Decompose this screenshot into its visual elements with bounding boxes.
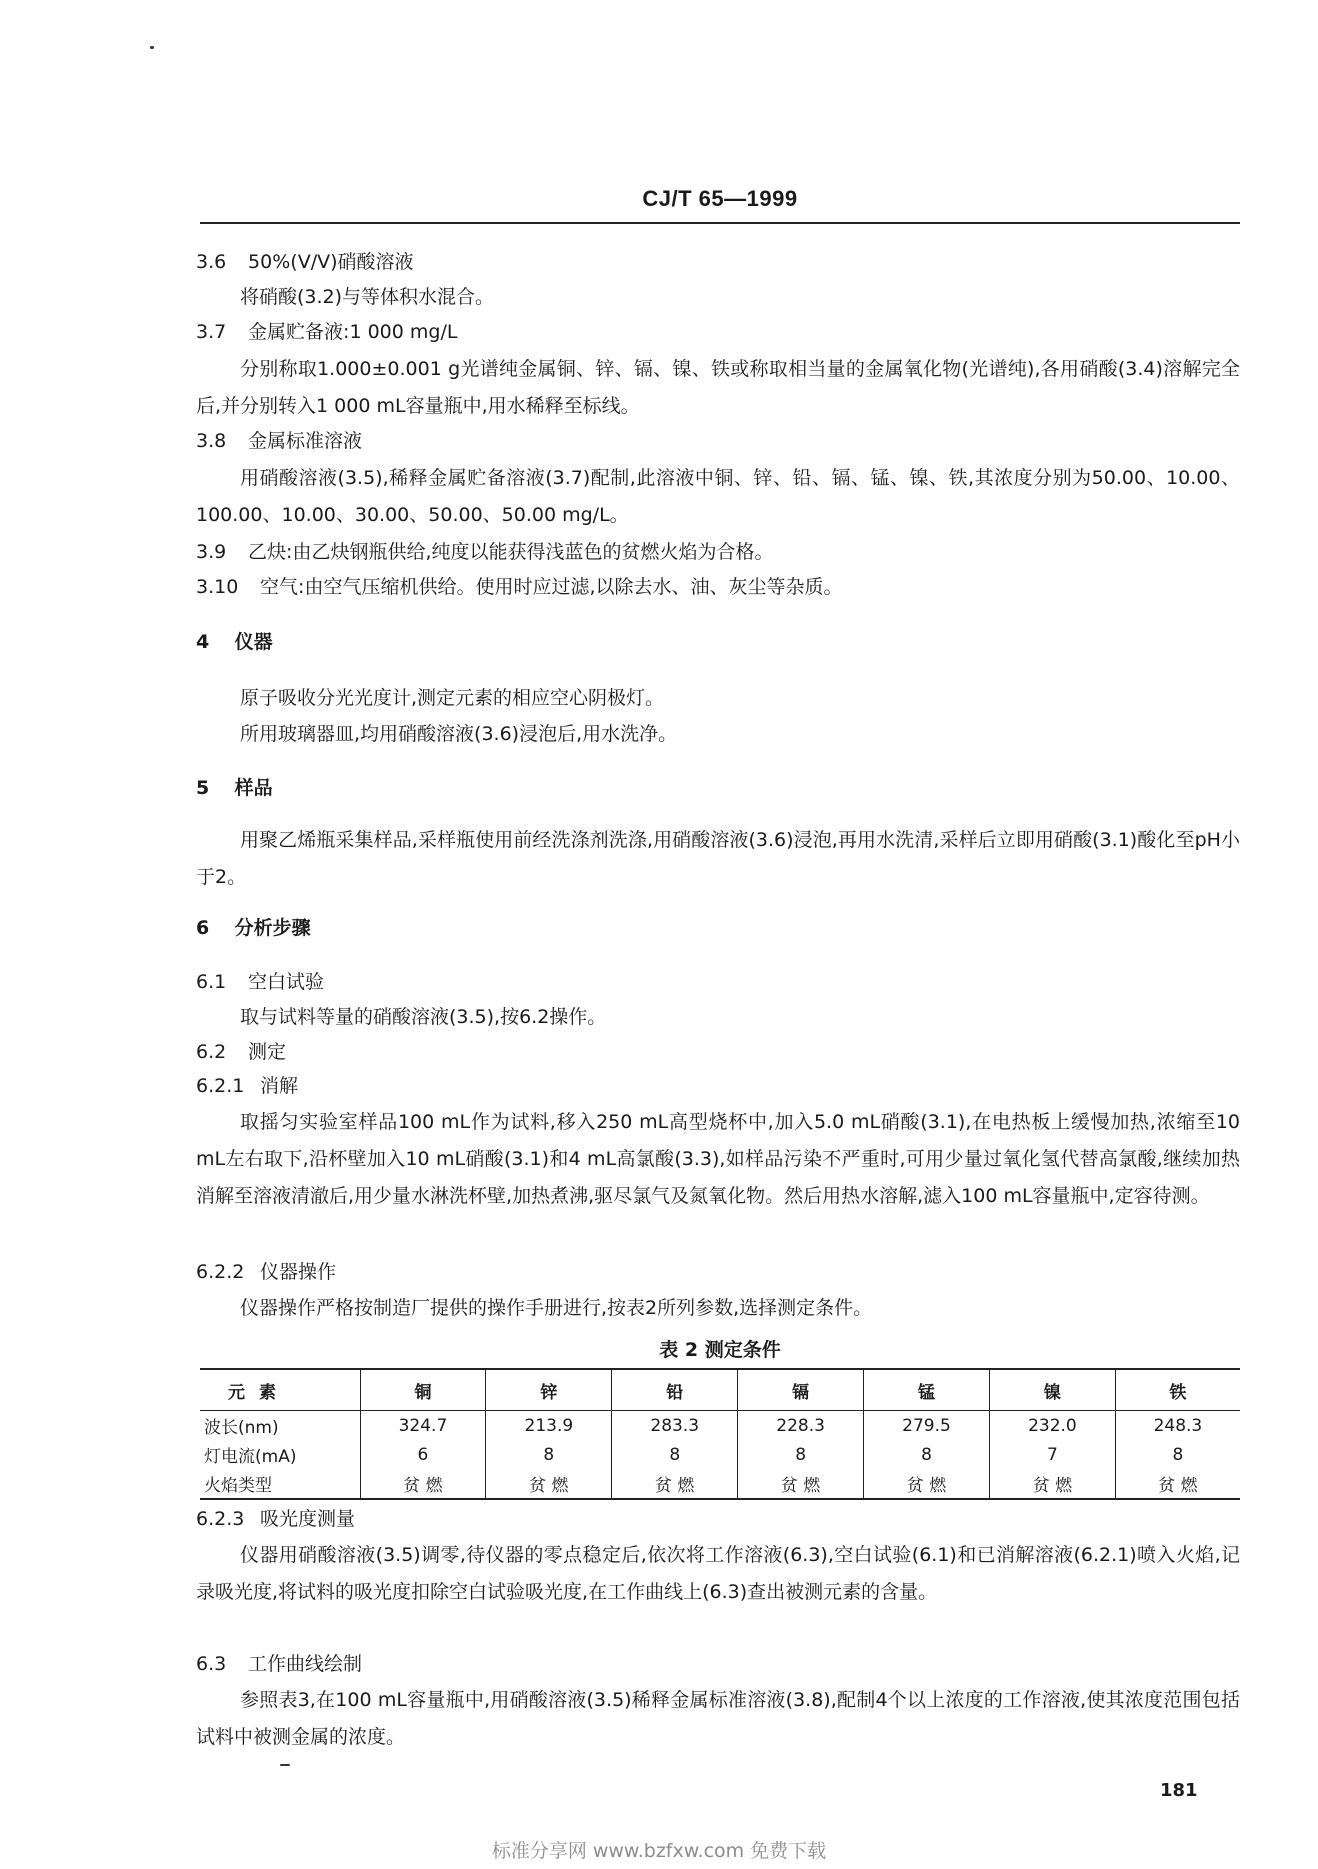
section-6-2-3-heading: [196, 1507, 355, 1531]
standard-code-header: CJ/T 65—1999: [642, 186, 798, 211]
section-title: 仪器: [234, 631, 273, 653]
section-4-paragraph-2: 所用玻璃器皿,均用硝酸溶液(3.6)浸泡后,用水洗净。: [240, 723, 678, 745]
table-header-cell: 镍: [989, 1369, 1115, 1411]
table-caption: 表 2 测定条件: [659, 1339, 781, 1361]
section-title: 金属贮备液:1 000 mg/L: [248, 321, 458, 343]
section-3-7-body: 分别称取1.000±0.001 g光谱纯金属铜、锌、镉、镍、铁或称取相当量的金属氧化物(光谱纯),各用硝酸(3.4)溶解完全后,并分别转入1 000 mL容量瓶中,用水稀释至标线。: [196, 358, 1240, 417]
table-cell: 8: [612, 1440, 738, 1469]
section-number: 6.2: [196, 1041, 227, 1063]
table-cell: 8: [486, 1440, 612, 1469]
section-6-1-body: 取与试料等量的硝酸溶液(3.5),按6.2操作。: [240, 1006, 607, 1028]
section-6-2-heading: [196, 1040, 286, 1064]
section-title: 消解: [260, 1075, 299, 1097]
section-title: 工作曲线绘制: [248, 1653, 363, 1675]
table-header-cell: 镉: [738, 1369, 864, 1411]
table-header-cell: 锌: [486, 1369, 612, 1411]
section-6-2-3-body: 仪器用硝酸溶液(3.5)调零,待仪器的零点稳定后,依次将工作溶液(6.3),空白试验(6.1)和已消解溶液(6.2.1)喷入火焰,记录吸光度,将试料的吸光度扣除空白试验吸光度,在工作曲线上(6.3)查出被测元素的含量。: [196, 1544, 1240, 1603]
section-4-paragraph-1: 原子吸收分光光度计,测定元素的相应空心阴极灯。: [240, 687, 665, 709]
section-6-2-1-body: 取摇匀实验室样品100 mL作为试料,移入250 mL高型烧杯中,加入5.0 mL硝酸(3.1),在电热板上缓慢加热,浓缩至10 mL左右取下,沿杯壁加入10 mL硝酸(3.1)和4 mL高氯酸(3.3),如样品污染不严重时,可用少量过氧化氢代替高氯酸,继续加热消解至溶液清澈后,用少量水淋洗杯壁,加热煮沸,驱尽氯气及氮氧化物。然后用热水溶解,滤入100 mL容量瓶中,定容待测。: [196, 1111, 1240, 1207]
table-row: [200, 1411, 1240, 1441]
section-title: 金属标准溶液: [248, 430, 363, 452]
table-header-cell: 铜: [360, 1369, 486, 1411]
table-cell: 279.5: [864, 1411, 990, 1441]
section-title: 吸光度测量: [260, 1508, 356, 1530]
table-cell: 波长(nm): [204, 1418, 279, 1438]
section-3-8-body: 用硝酸溶液(3.5),稀释金属贮备溶液(3.7)配制,此溶液中铜、锌、铅、镉、锰、镍、铁,其浓度分别为50.00、10.00、100.00、10.00、30.00、50.00、50.00 mg/L。: [196, 467, 1240, 526]
section-number: 6.3: [196, 1653, 227, 1675]
section-title: 测定: [248, 1041, 287, 1063]
scan-speck: [280, 1764, 290, 1766]
table-row: [200, 1440, 1240, 1469]
page-number: 181: [1160, 1780, 1198, 1801]
section-number: 5: [196, 777, 210, 799]
section-6-heading: [196, 916, 311, 940]
table-cell: 8: [864, 1440, 990, 1469]
section-6-2-1-heading: [196, 1074, 298, 1098]
section-number: 3.10: [196, 576, 239, 598]
section-title: 50%(V/V)硝酸溶液: [248, 251, 414, 273]
table-cell: 248.3: [1115, 1411, 1240, 1441]
table-cell: 火焰类型: [200, 1469, 360, 1499]
table-header-cell: 铅: [612, 1369, 738, 1411]
section-5-heading: [196, 776, 273, 800]
section-text: 乙炔:由乙炔钢瓶供给,纯度以能获得浅蓝色的贫燃火焰为合格。: [248, 541, 774, 563]
section-number: 3.9: [196, 541, 227, 563]
table-cell: 贫 燃: [612, 1469, 738, 1499]
section-number: 6.2.1: [196, 1075, 245, 1097]
section-text: 空气:由空气压缩机供给。使用时应过滤,以除去水、油、灰尘等杂质。: [260, 576, 843, 598]
table-header-cell: 锰: [864, 1369, 990, 1411]
table-row: [200, 1469, 1240, 1499]
table-header-cell: 元素: [200, 1369, 360, 1411]
section-6-3-body: 参照表3,在100 mL容量瓶中,用硝酸溶液(3.5)稀释金属标准溶液(3.8),配制4个以上浓度的工作溶液,使其浓度范围包括试料中被测金属的浓度。: [196, 1689, 1240, 1748]
section-number: 3.6: [196, 251, 227, 273]
section-6-3-heading: [196, 1652, 362, 1676]
table-cell: 7: [989, 1440, 1115, 1469]
section-3-8-heading: [196, 429, 362, 453]
table-cell: 贫 燃: [360, 1469, 486, 1499]
table-cell: 228.3: [738, 1411, 864, 1441]
section-6-2-2-body: 仪器操作严格按制造厂提供的操作手册进行,按表2所列参数,选择测定条件。: [240, 1297, 873, 1319]
table-cell: 8: [738, 1440, 864, 1469]
table-cell: 贫 燃: [864, 1469, 990, 1499]
table-cell: 232.0: [989, 1411, 1115, 1441]
section-number: 4: [196, 631, 210, 653]
table-header-cell: 铁: [1115, 1369, 1240, 1411]
section-title: 样品: [234, 777, 273, 799]
section-number: 3.8: [196, 430, 227, 452]
section-3-9: [196, 540, 774, 564]
header-rule: [200, 222, 1240, 224]
table-cell: 283.3: [612, 1411, 738, 1441]
section-number: 6.2.2: [196, 1261, 245, 1283]
table-cell: 贫 燃: [486, 1469, 612, 1499]
section-title: 分析步骤: [234, 917, 311, 939]
table-header-row: [200, 1369, 1240, 1411]
section-3-7-heading: [196, 320, 457, 344]
section-number: 3.7: [196, 321, 227, 343]
watermark: 标准分享网 www.bzfxw.com 免费下载: [491, 1840, 827, 1862]
section-4-heading: [196, 630, 273, 654]
table-cell: 贫 燃: [989, 1469, 1115, 1499]
section-6-1-heading: [196, 970, 324, 994]
section-title: 空白试验: [248, 971, 325, 993]
section-number: 6: [196, 917, 210, 939]
section-3-10: [196, 575, 843, 599]
table-cell: 213.9: [486, 1411, 612, 1441]
section-3-6-body: 将硝酸(3.2)与等体积水混合。: [240, 286, 495, 308]
section-6-2-2-heading: [196, 1260, 336, 1284]
table-cell: 灯电流(mA): [204, 1447, 297, 1467]
table-cell: 贫 燃: [738, 1469, 864, 1499]
section-number: 6.1: [196, 971, 227, 993]
table-cell: 6: [360, 1440, 486, 1469]
scan-speck: [150, 46, 154, 49]
section-number: 6.2.3: [196, 1508, 245, 1530]
table-cell: 324.7: [360, 1411, 486, 1441]
measurement-conditions-table: [200, 1368, 1240, 1500]
table-cell: 8: [1115, 1440, 1240, 1469]
section-title: 仪器操作: [260, 1261, 337, 1283]
table-cell: 贫 燃: [1115, 1469, 1240, 1499]
section-5-body: 用聚乙烯瓶采集样品,采样瓶使用前经洗涤剂洗涤,用硝酸溶液(3.6)浸泡,再用水洗清,采样后立即用硝酸(3.1)酸化至pH小于2。: [196, 829, 1240, 888]
section-3-6-heading: [196, 250, 414, 274]
